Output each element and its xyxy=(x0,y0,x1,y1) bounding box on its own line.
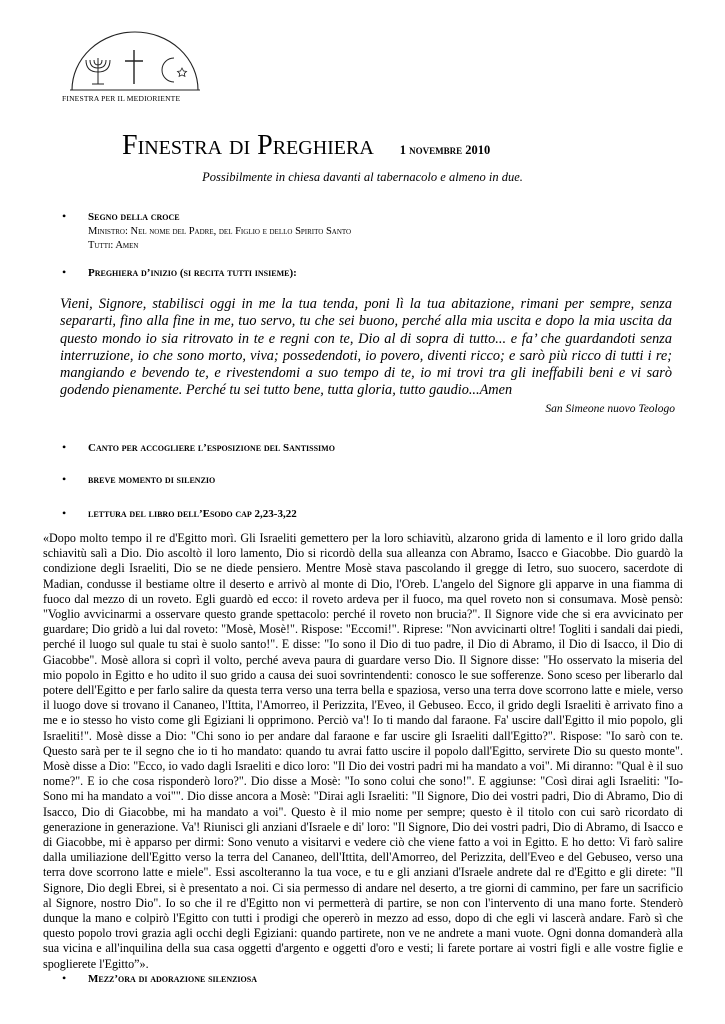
page-subtitle: Possibilmente in chiesa davanti al tabernacolo e almeno in due. xyxy=(202,170,523,184)
logo-emblem-icon xyxy=(70,28,200,100)
bullet-icon: • xyxy=(62,265,67,279)
section-lettura-title: lettura del libro dell’Esodo cap 2,23-3,22 xyxy=(88,508,297,520)
page-title: Finestra di Preghiera xyxy=(122,130,374,161)
bullet-icon: • xyxy=(62,209,67,223)
segno-tutti-line: Tutti: Amen xyxy=(88,240,139,251)
section-segno-title: Segno della croce xyxy=(88,211,180,223)
prayer-attribution: San Simeone nuovo Teologo xyxy=(545,403,675,415)
logo-caption: FINESTRA PER IL MEDIORIENTE xyxy=(62,94,181,103)
title-row xyxy=(122,130,490,162)
exodus-reading-text: «Dopo molto tempo il re d'Egitto morì. Gli Israeliti gemettero per la loro schiavitù, alzarono grida di lamento e il loro grido dalla schiavitù salì a Dio. Dio ascoltò il loro lamento, Dio si ricordò della sua alleanza con Abramo, Isacco e Giacobbe. Dio guardò la condizione degli Israeliti, Dio se ne diede pensiero. Mentre Mosè stava pascolando il gregge di Ietro, suo suocero, sacerdote di Madian, condusse il bestiame oltre il deserto e arrivò al monte di Dio, l'Oreb. L'angelo del Signore gli apparve in una fiamma di fuoco dal mezzo di un roveto. Egli guardò ed ecco: il roveto ardeva per il fuoco, ma quel roveto non si consumava. Mosè pensò: "Voglio avvicinarmi a osservare questo grande spettacolo: perché il roveto non brucia?". Il Signore vide che si era avvicinato per guardare; Dio gridò a lui dal roveto: "Mosè, Mosè!". Rispose: "Eccomi!". Riprese: "Non avvicinarti oltre! Togliti i sandali dai piedi, perché il luogo sul quale tu stai è suolo santo!". E disse: "Io sono il Dio di tuo padre, il Dio di Abramo, il Dio di Isacco, il Dio di Giacobbe". Mosè allora si coprì il volto, perché aveva paura di guardare verso Dio. Il Signore disse: "Ho osservato la miseria del mio popolo in Egitto e ho udito il suo grido a causa dei suoi sovrintendenti: conosco le sue sofferenze. Sono sceso per liberarlo dal potere dell'Egitto e per farlo salire da questa terra verso una terra bella e spaziosa, verso una terra dove scorrono latte e miele, verso il luogo dove si trovano il Cananeo, l'Ittita, l'Amorreo, il Perizzita, l'Eveo, il Gebuseo. Ecco, il grido degli Israeliti è arrivato fino a me e io stesso ho visto come gli Egiziani li opprimono. Perciò va'! Io ti mando dal faraone. Fa' uscire dall'Egitto il mio popolo, gli Israeliti!". Mosè disse a Dio: "Chi sono io per andare dal faraone e far uscire gli Israeliti dall'Egitto?". Rispose: "Io sarò con te. Questo sarà per te il segno che io ti ho mandato: quando tu avrai fatto uscire il popolo dall'Egitto, servirete Dio su questo monte". Mosè disse a Dio: "Ecco, io vado dagli Israeliti e dico loro: "Il Dio dei vostri padri mi ha mandato a voi". Mi diranno: "Qual è il suo nome?". E io che cosa risponderò loro?". Dio disse a Mosè: "Io sono colui che sono!". E aggiunse: "Così dirai agli Israeliti: "Io-Sono mi ha mandato a voi"". Dio disse ancora a Mosè: "Dirai agli Israeliti: "Il Signore, Dio dei vostri padri, Dio di Abramo, Dio di Isacco, Dio di Giacobbe, mi ha mandato a voi". Questo è il mio nome per sempre; questo è il titolo con cui sarò ricordato di generazione in generazione. Va'! Riunisci gli anziani d'Israele e di' loro: "Il Signore, Dio dei vostri padri, Dio di Abramo, di Isacco e di Giacobbe, mi è apparso per dirmi: Sono venuto a visitarvi e vedere ciò che viene fatto a voi in Egitto. E ho detto: Vi farò salire dalla umiliazione dell'Egitto verso la terra del Cananeo, dell'Ittita, dell'Amorreo, del Perizzita, dell'Eveo e del Gebuseo, verso una terra dove scorrono latte e miele". Essi ascolteranno la tua voce, e tu e gli anziani d'Israele andrete dal re d'Egitto e gli direte: "Il Signore, Dio degli Ebrei, si è presentato a noi. Ci sia permesso di andare nel deserto, a tre giorni di cammino, per fare un sacrificio al Signore, nostro Dio". Io so che il re d'Egitto non vi permetterà di partire, se non con l'intervento di una mano forte. Stenderò dunque la mano e colpirò l'Egitto con tutti i prodigi che opererò in mezzo ad esso, dopo di che egli vi lascerà andare. Farò sì che questo popolo trovi grazia agli occhi degli Egiziani: quando partirete, non ve ne andrete a mani vuote. Ogni donna domanderà alla sua vicina e all'inquilina della sua casa oggetti d'argento e oggetti d'oro e vesti; li farete portare ai vostri figli e alle vostre figlie e spoglierete l'Egitto”». xyxy=(43,531,683,971)
page-date: 1 novembre 2010 xyxy=(399,143,491,157)
bullet-icon: • xyxy=(62,506,67,520)
bullet-icon: • xyxy=(62,472,67,486)
opening-prayer-text: Vieni, Signore, stabilisci oggi in me la tua tenda, poni lì la tua abitazione, rimani per sempre, senza separarti, fino alla fine in me, tuo servo, tu che sei buono, perché alla mia uscita e dopo la mia uscita da questo mondo io sia ritrovato in te e regni con te, Dio al di sopra di tutto... e fa’ che guardandoti senza interruzione, io che sono morto, viva; possedendoti, io povero, diventi ricco; e sarò più ricco di tutti i re; mangiando e bevendo te, e rivestendomi a suo tempo di te, io mi trovi tra gli ineffabili beni e vi sarò godendo pienamente. Perché tu sei tutto bene, tutta gloria, tutto gaudio...Amen xyxy=(60,296,672,399)
section-adorazione-title: Mezz’ora di adorazione silenziosa xyxy=(88,973,257,985)
section-silenzio-title: breve momento di silenzio xyxy=(88,474,216,486)
segno-ministro-line: Ministro: Nel nome del Padre, del Figlio e dello Spirito Santo xyxy=(88,226,352,237)
bullet-icon: • xyxy=(62,971,67,985)
bullet-icon: • xyxy=(62,440,67,454)
section-canto-title: Canto per accogliere l’esposizione del Santissimo xyxy=(88,442,335,454)
section-preghiera-title: Preghiera d’inizio (si recita tutti insieme): xyxy=(88,267,297,279)
